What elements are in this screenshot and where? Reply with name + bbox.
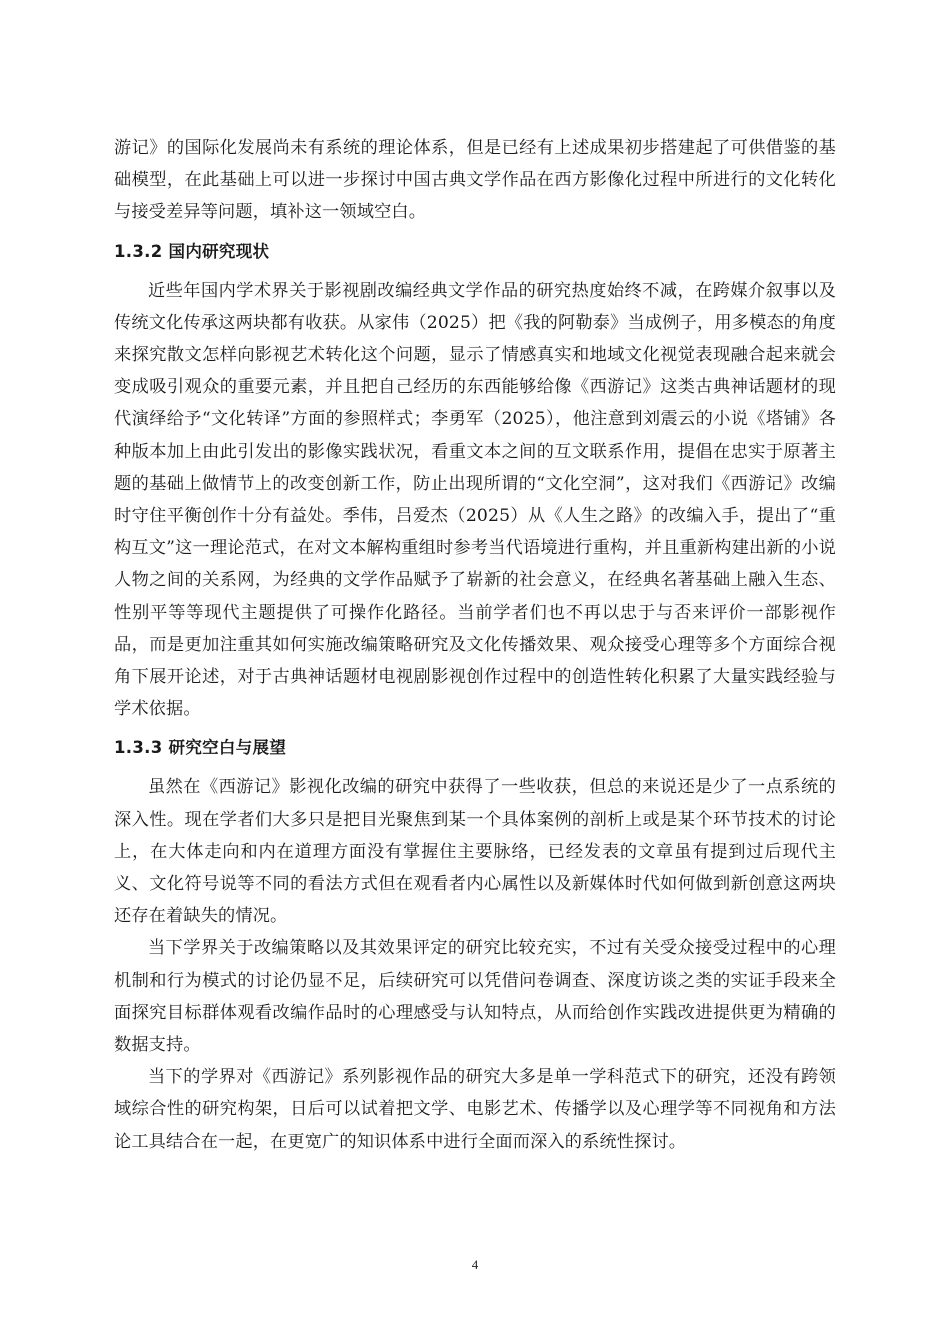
- section-heading-domestic-research: 1.3.2 国内研究现状: [114, 241, 270, 261]
- paragraph-domestic-research: 近些年国内学术界关于影视剧改编经典文学作品的研究热度始终不减，在跨媒介叙事以及传统文化传承这两块都有收获。从家伟（2025）把《我的阿勒泰》当成例子，用多模态的角度来探究散文怎样向影视艺术转化这个问题，显示了情感真实和地域文化视觉表现融合起来就会变成吸引观众的重要元素，并且把自己经历的东西能够给像《西游记》这类古典神话题材的现代演绎给予“文化转译”方面的参照样式；李勇军（2025），他注意到刘震云的小说《塔铺》各种版本加上由此引发出的影像实践状况，看重文本之间的互文联系作用，提倡在忠实于原著主题的基础上做情节上的改变创新工作，防止出现所谓的“文化空洞”，这对我们《西游记》改编时守住平衡创作十分有益处。季伟，吕爱杰（2025）从《人生之路》的改编入手，提出了“重构互文”这一理论范式，在对文本解构重组时参考当代语境进行重构，并且重新构建出新的小说人物之间的关系网，为经典的文学作品赋予了崭新的社会意义，在经典名著基础上融入生态、性别平等等现代主题提供了可操作化路径。当前学者们也不再以忠于与否来评价一部影视作品，而是更加注重其如何实施改编策略研究及文化传播效果、观众接受心理等多个方面综合视角下展开论述，对于古典神话题材电视剧影视创作过程中的创造性转化积累了大量实践经验与学术依据。: [114, 280, 836, 720]
- paragraph-research-gap-1: 虽然在《西游记》影视化改编的研究中获得了一些收获，但总的来说还是少了一点系统的深入性。现在学者们大多只是把目光聚焦到某一个具体案例的剖析上或是某个环节技术的讨论上，在大体走向和内在道理方面没有掌握住主要脉络，已经发表的文章虽有提到过后现代主义、文化符号说等不同的看法方式但在观看者内心属性以及新媒体时代如何做到新创意这两块还存在着缺失的情况。: [114, 777, 836, 927]
- paragraph-research-gap-2: 当下学界关于改编策略以及其效果评定的研究比较充实，不过有关受众接受过程中的心理机制和行为模式的讨论仍显不足，后续研究可以凭借问卷调查、深度访谈之类的实证手段来全面探究目标群体观看改编作品时的心理感受与认知特点，从而给创作实践改进提供更为精确的数据支持。: [114, 938, 836, 1056]
- page-number: 4: [471, 1257, 479, 1272]
- paragraph-continued: 游记》的国际化发展尚未有系统的理论体系，但是已经有上述成果初步搭建起了可供借鉴的基础模型，在此基础上可以进一步探讨中国古典文学作品在西方影像化过程中所进行的文化转化与接受差异等问题，填补这一领域空白。: [114, 138, 836, 223]
- paragraph-research-gap-3: 当下的学界对《西游记》系列影视作品的研究大多是单一学科范式下的研究，还没有跨领域综合性的研究构架，日后可以试着把文学、电影艺术、传播学以及心理学等不同视角和方法论工具结合在一起，在更宽广的知识体系中进行全面而深入的系统性探讨。: [114, 1067, 836, 1152]
- section-heading-research-gap: 1.3.3 研究空白与展望: [114, 738, 287, 758]
- document-body: [114, 132, 836, 1158]
